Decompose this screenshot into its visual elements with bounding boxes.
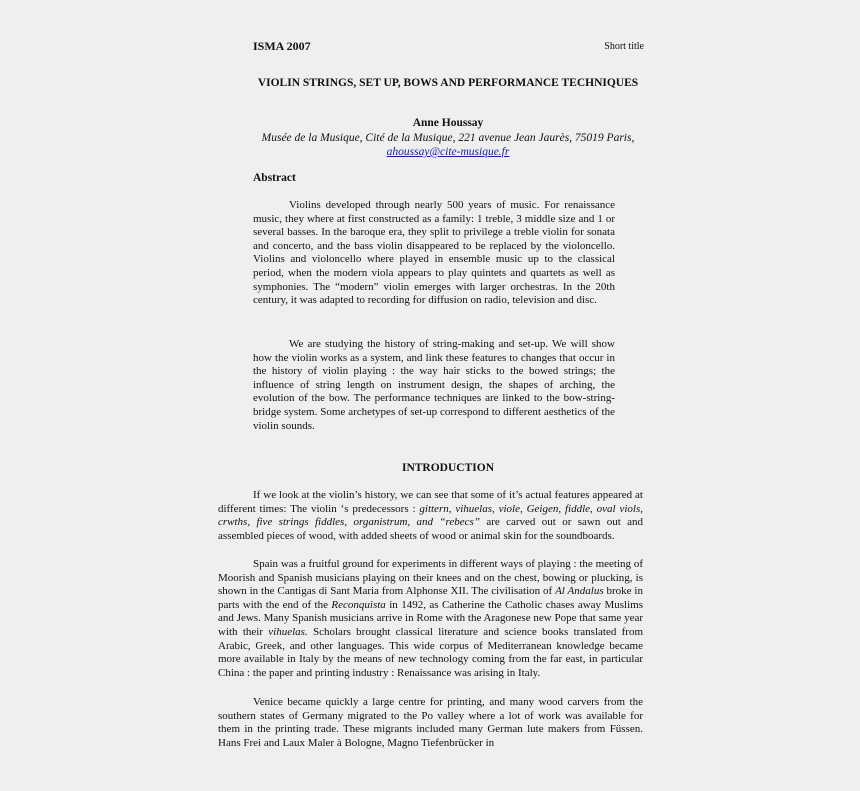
intro-p2-italic-3: vihuelas. (268, 625, 308, 638)
paper-title (253, 76, 643, 90)
intro-p1-text-b: are carved out or sawn out and assembled pieces of wood, with added sheets of wood or animal skin for the soundboards. (218, 516, 643, 542)
conference-header: ISMA 2007 (253, 39, 311, 53)
intro-p2-text-c: in 1492, as Catherine the Catholic chases away Muslims and Jews. Many Spanish musicians arrive in Rome with the Aragonese new Pope that same year with their (218, 598, 643, 638)
introduction-heading: INTRODUCTION (401, 462, 494, 474)
intro-p2-text-b: broke in parts with the end of the (218, 585, 643, 611)
affiliation (253, 131, 643, 159)
email-link[interactable]: ahoussay@cite-musique.fr (386, 146, 510, 158)
abstract-paragraph-2: We are studying the history of string-making and set-up. We will show how the violin works as a system, and link these features to changes that occur in the history of violin playing : the way hair sticks to the bowed strings; the influence of string length on instrument design, the shapes of arching, the evolution of the bow. The performance techniques are linked to the bow-string-bridge system. Some archetypes of set-up correspond to different aesthetics of the violin sounds. (253, 338, 615, 432)
intro-p2-text-d: Scholars brought classical literature and science books translated from Arabic, Greek, and other languages. This wide corpus of Mediterranean knowledge became more available in Italy by the means of new technology coming from the far east, in particular China : the paper and printing industry : Renaissance was arising in Italy. (218, 625, 644, 679)
intro-p2-italic-1: Al Andalus (555, 585, 604, 598)
intro-paragraph-2 (218, 558, 643, 680)
abstract-paragraph-1: Violins developed through nearly 500 years of music. For renaissance music, they where at first constructed as a family: 1 treble, 3 middle size and 1 or several basses. In the baroque era, they split to privilege a treble violin for sonata and concerto, and the bass violin disappeared to be replaced by the violoncello. Violins and violoncello where played in ensemble music up to the classical period, when the modern viola appears to play quintets and quartets as well as symphonies. The “modern” violin emerges with larger orchestras. In the 20th century, it was adapted to recording for diffusion on radio, television and disc. (253, 199, 615, 307)
author-name: Anne Houssay (412, 117, 484, 129)
affiliation-text: Musée de la Musique, Cité de la Musique, 221 avenue Jean Jaurès, 75019 Paris, (261, 132, 635, 144)
intro-p2-italic-2: Reconquista (331, 598, 386, 611)
abstract-heading: Abstract (253, 172, 296, 184)
intro-p1-italic: gittern, vihuelas, viole, Geigen, fiddle, oval viols, crwths, five strings fiddles, organistrum, and “rebecs” (218, 502, 643, 529)
intro-paragraph-1 (218, 489, 643, 543)
intro-p2-text-a: Spain was a fruitful ground for experiments in different ways of playing : the meeting of Moorish and Spanish musicians playing on their knees and on the chest, bowing or plucking, is shown in the Cantigas di Sant Maria from Alphonse XII. The civilisation of (218, 558, 643, 598)
intro-paragraph-3: Venice became quickly a large centre for printing, and many wood carvers from the southern states of Germany migrated to the Po valley where a lot of work was available for them in the printing trade. These migrants included many German lute makers from Füssen. Hans Frei and Laux Maler à Bologne, Magno Tiefenbrücker in (218, 696, 643, 749)
paper-title-text: VIOLIN STRINGS, SET UP, BOWS AND PERFORMANCE TECHNIQUES (257, 77, 639, 89)
intro-p1-text-a: If we look at the violin’s history, we can see that some of it’s actual features appeared at different times: The violin ‘s predecessors : (218, 489, 643, 515)
short-title-header: Short title (604, 41, 644, 52)
